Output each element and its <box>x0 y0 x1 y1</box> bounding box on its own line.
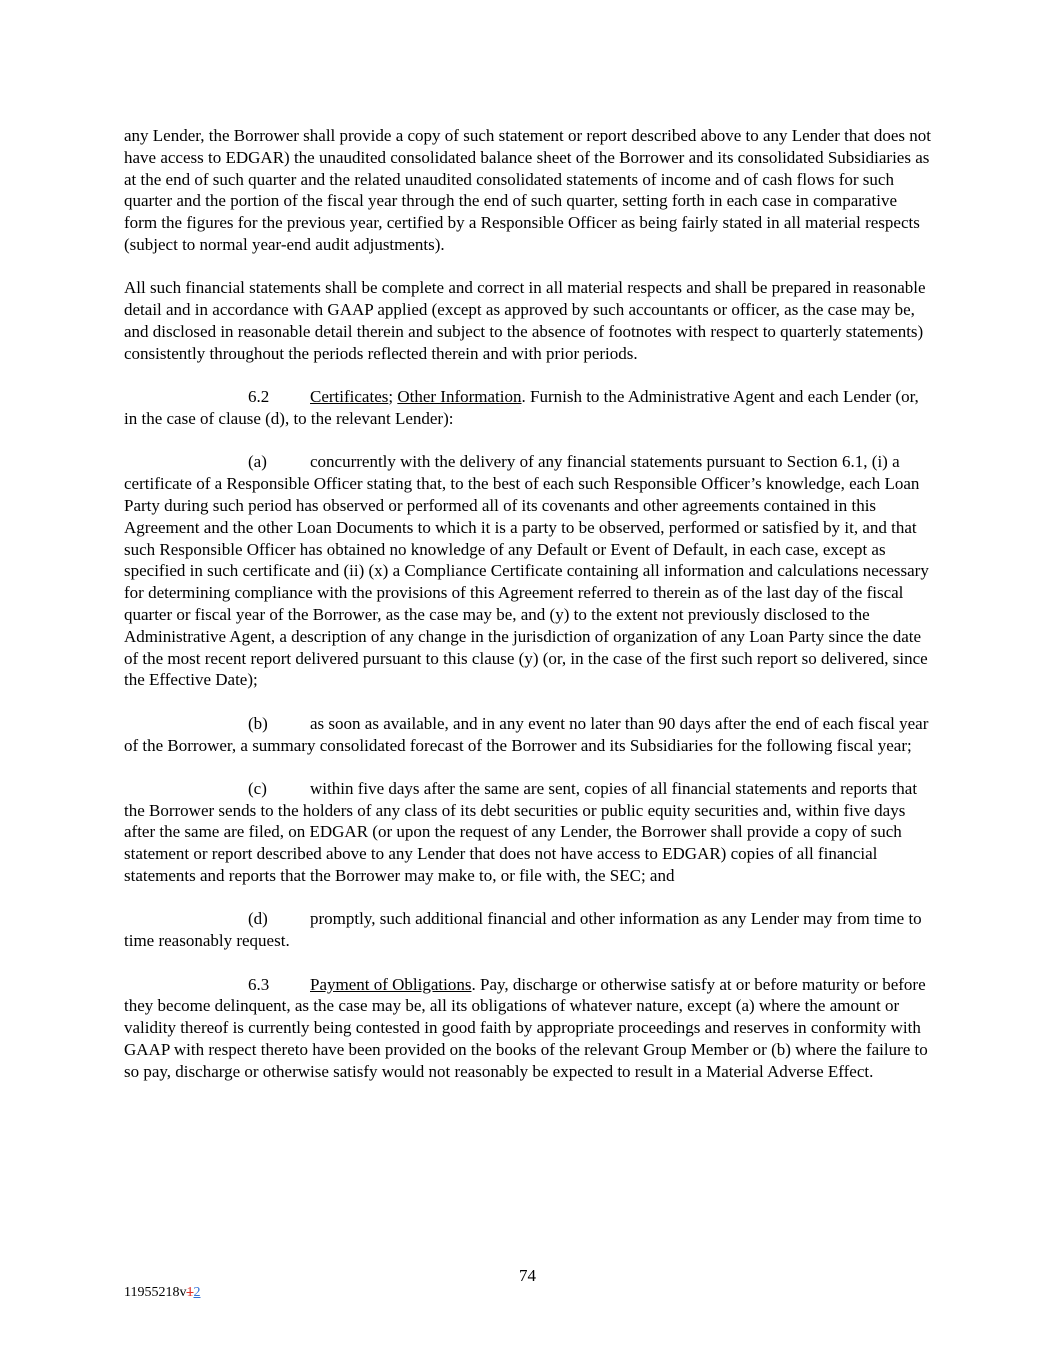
section-6-2-number: 6.2 <box>248 387 270 407</box>
document-body <box>124 125 934 1104</box>
continuation-paragraph <box>124 125 934 256</box>
clause-a <box>124 451 934 691</box>
doc-id-base: 11955218v <box>124 1285 187 1300</box>
clause-d-label: (d) <box>248 909 268 929</box>
doc-id-inserted-version: 2 <box>193 1285 201 1300</box>
clause-c-label: (c) <box>248 778 267 798</box>
section-6-3-heading: Payment of Obligations <box>310 974 472 994</box>
clause-b <box>124 713 934 757</box>
section-6-3-number: 6.3 <box>248 974 270 994</box>
clause-c <box>124 778 934 887</box>
clause-c-text: within five days after the same are sent, copies of all financial statements and reports that the Borrower sends to the holders of any class of its debt securities or public equity securities and, within five days after the same are filed, on EDGAR (or upon the request of any Lender, the Borrower shall provide a copy of such statement or report described above to any Lender that does not have access to EDGAR) copies of all financial statements and reports that the Borrower may make to, or file with, the SEC; and <box>124 778 918 886</box>
document-id <box>124 1285 200 1301</box>
section-6-2-heading-other-information: Other Information <box>397 387 522 407</box>
financial-statements-paragraph <box>124 277 934 364</box>
section-6-2-heading-paragraph <box>124 386 934 430</box>
section-6-2-intro: . Furnish to the Administrative Agent and each Lender (or, in the case of clause (d), to the relevant Lender): <box>124 387 919 428</box>
financial-statements-text: All such financial statements shall be complete and correct in all material respects and shall be prepared in reasonable detail and in accordance with GAAP applied (except as approved by such accountants or officer, as the case may be, and disclosed in reasonable detail therein and subject to the absence of footnotes with respect to quarterly statements) consistently throughout the periods reflected therein and with prior periods. <box>124 278 926 363</box>
clause-a-label: (a) <box>248 452 267 472</box>
section-6-3-paragraph <box>124 974 934 1083</box>
section-6-3-text: . Pay, discharge or otherwise satisfy at or before maturity or before they become delinquent, as the case may be, all its obligations of whatever nature, except (a) where the amount or validity thereof is currently being contested in good faith by appropriate proceedings and reserves in conformity with GAAP with respect thereto have been provided on the books of the relevant Group Member or (b) where the failure to so pay, discharge or otherwise satisfy would not reasonably be expected to result in a Material Adverse Effect. <box>124 974 928 1081</box>
clause-d-text: promptly, such additional financial and other information as any Lender may from time to time reasonably request. <box>124 909 922 951</box>
clause-d <box>124 908 934 952</box>
page-number: 74 <box>519 1266 536 1285</box>
clause-b-label: (b) <box>248 713 268 733</box>
section-6-2-heading-certificates: Certificates <box>310 387 389 407</box>
doc-id-deleted-version: 1 <box>186 1285 194 1300</box>
continuation-text: any Lender, the Borrower shall provide a copy of such statement or report described above to any Lender that does not have access to EDGAR) the unaudited consolidated balance sheet of the Borrower and its consolidated Subsidiaries as at the end of such quarter and the related unaudited consolidated statements of income and of cash flows for such quarter and the portion of the fiscal year through the end of such quarter, setting forth in each case in comparative form the figures for the previous year, certified by a Responsible Officer as being fairly stated in all material respects (subject to normal year-end audit adjustments). <box>124 126 932 254</box>
section-6-2-heading-separator: ; <box>388 387 398 407</box>
clause-b-text: as soon as available, and in any event no later than 90 days after the end of each fiscal year of the Borrower, a summary consolidated forecast of the Borrower and its Subsidiaries for the following fiscal year; <box>124 713 929 755</box>
clause-a-text: concurrently with the delivery of any financial statements pursuant to Section 6.1, (i) a certificate of a Responsible Officer stating that, to the best of each such Responsible Officer’s knowledge, each Loan Party during such period has observed or performed all of its covenants and other agreements contained in this Agreement and the other Loan Documents to which it is a party to be observed, performed or satisfied by it, and that such Responsible Officer has obtained no knowledge of any Default or Event of Default, in each case, except as specified in such certificate and (ii) (x) a Compliance Certificate containing all information and calculations necessary for determining compliance with the provisions of this Agreement referred to therein as of the last day of the fiscal quarter or fiscal year of the Borrower, as the case may be, and (y) to the extent not previously disclosed to the Administrative Agent, a description of any change in the jurisdiction of organization of any Loan Party since the date of the most recent report delivered pursuant to this clause (y) (or, in the case of the first such report so delivered, since the Effective Date); <box>124 452 929 690</box>
